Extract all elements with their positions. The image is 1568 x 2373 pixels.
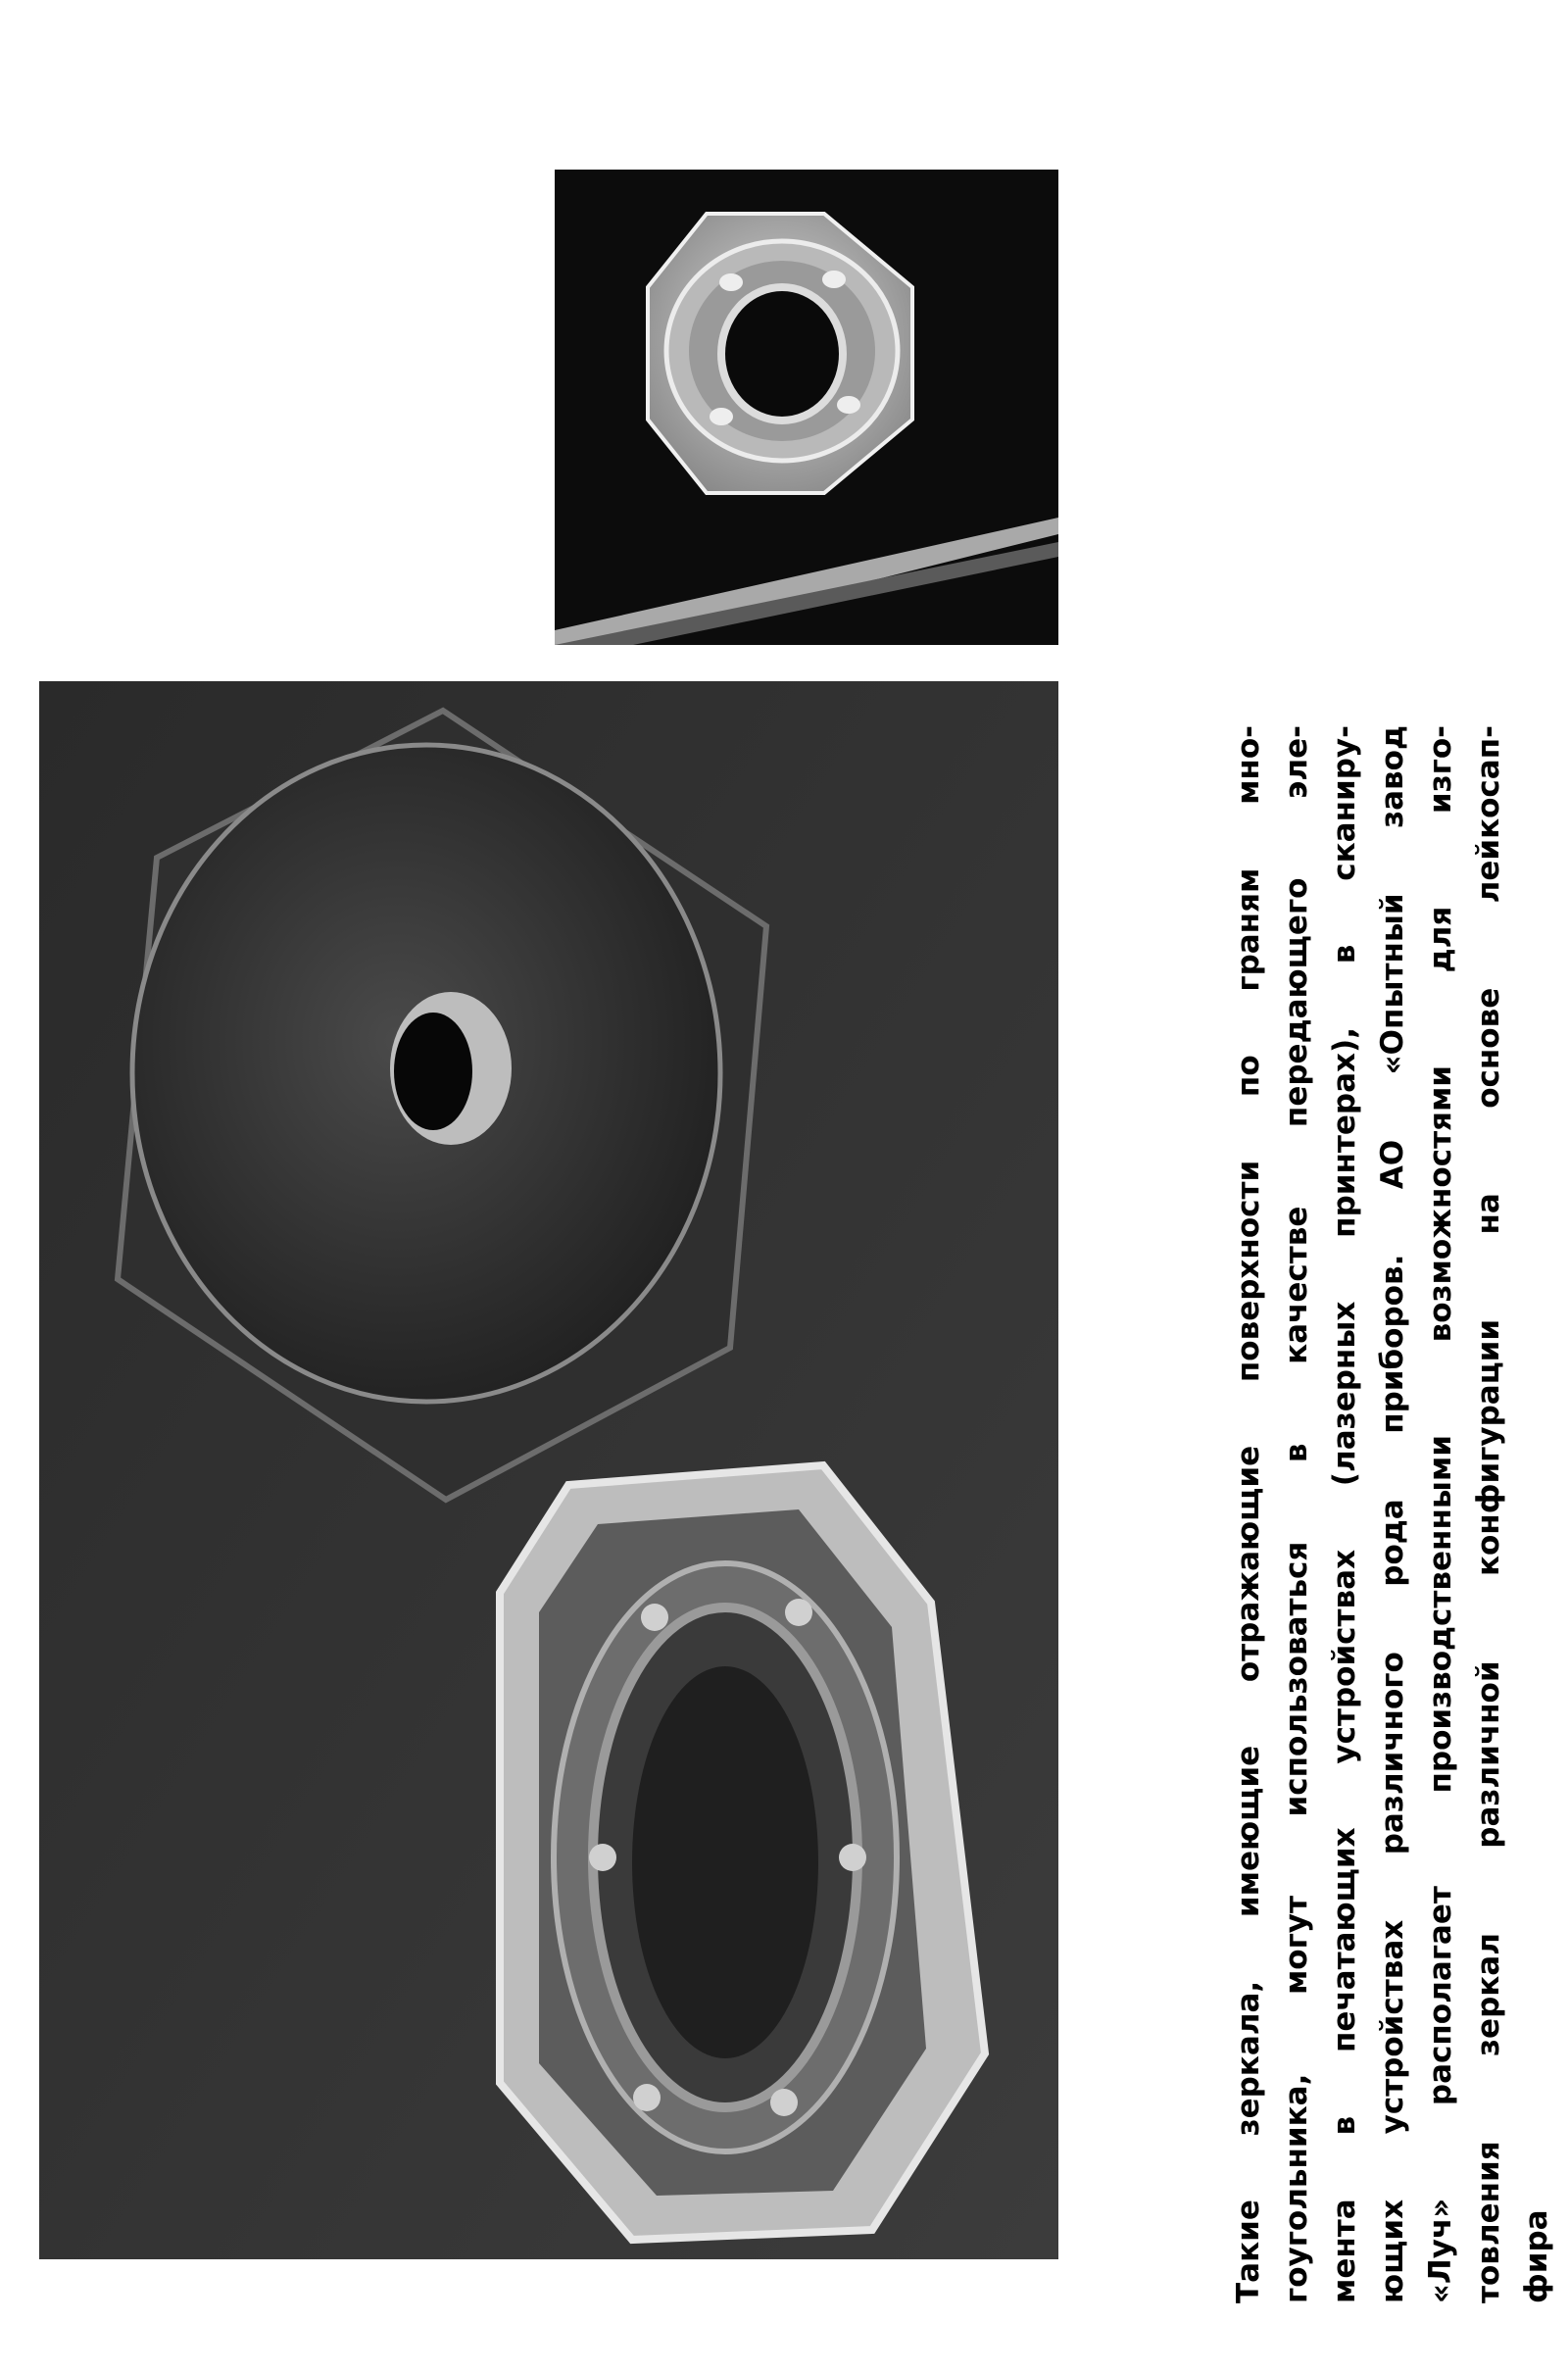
caption-line: мента в печатающих устройствах (лазерных принтерах), в сканиру- [1327, 725, 1362, 2303]
mirrors-group-image [39, 681, 1058, 2259]
caption-line: товления зеркал различной конфигурации на основе лейкосап- [1471, 725, 1506, 2303]
caption-block [1225, 725, 1561, 2303]
caption-line: «Луч» располагает производственными возможностями для изго- [1423, 725, 1458, 2303]
photo-large-mirrors [39, 681, 1058, 2259]
caption-line: фира [1519, 2209, 1554, 2303]
caption-text [1225, 725, 1561, 2303]
caption-line: ющих устройствах различного рода приборов. АО «Опытный завод [1375, 725, 1410, 2303]
photo-small-octagon-mirror [555, 170, 1058, 645]
caption-line: Такие зеркала, имеющие отражающие поверхности по граням мно- [1231, 725, 1266, 2303]
caption-line: гоугольника, могут использоваться в качестве передающего эле- [1279, 725, 1314, 2303]
octagon-mirror-image [555, 170, 1058, 645]
